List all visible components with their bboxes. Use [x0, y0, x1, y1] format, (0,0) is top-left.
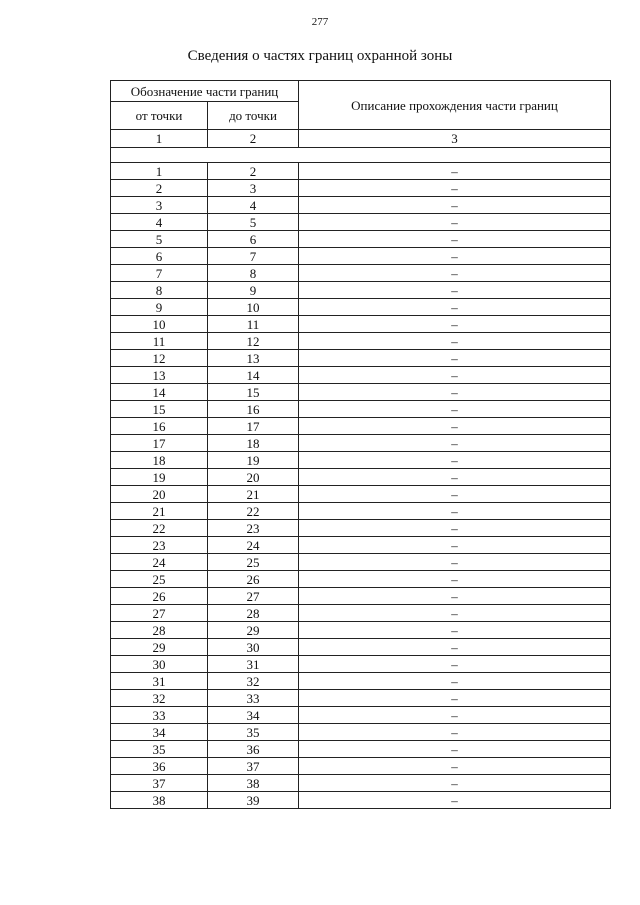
table-row	[111, 469, 611, 486]
table-row	[111, 724, 611, 741]
from-point-cell: 29	[111, 639, 208, 656]
from-point-cell: 28	[111, 622, 208, 639]
to-point-cell: 11	[208, 316, 299, 333]
from-point-cell: 17	[111, 435, 208, 452]
from-point-cell: 35	[111, 741, 208, 758]
table-row	[111, 282, 611, 299]
table-row	[111, 486, 611, 503]
table-row	[111, 265, 611, 282]
column-number-3: 3	[299, 130, 611, 148]
to-point-cell: 6	[208, 231, 299, 248]
description-cell: –	[299, 214, 611, 231]
table-row	[111, 350, 611, 367]
table-row	[111, 367, 611, 384]
to-point-cell: 31	[208, 656, 299, 673]
description-cell: –	[299, 469, 611, 486]
to-point-cell: 4	[208, 197, 299, 214]
to-point-cell: 38	[208, 775, 299, 792]
table-row	[111, 758, 611, 775]
from-point-cell: 3	[111, 197, 208, 214]
table-row	[111, 537, 611, 554]
from-point-cell: 32	[111, 690, 208, 707]
to-point-cell: 15	[208, 384, 299, 401]
description-cell: –	[299, 401, 611, 418]
description-cell: –	[299, 639, 611, 656]
to-point-cell: 14	[208, 367, 299, 384]
table-row	[111, 792, 611, 809]
description-cell: –	[299, 452, 611, 469]
description-cell: –	[299, 571, 611, 588]
to-point-cell: 20	[208, 469, 299, 486]
table-row	[111, 214, 611, 231]
from-point-cell: 26	[111, 588, 208, 605]
description-cell: –	[299, 741, 611, 758]
from-point-cell: 10	[111, 316, 208, 333]
table-row	[111, 231, 611, 248]
to-point-cell: 2	[208, 163, 299, 180]
table-row	[111, 707, 611, 724]
table-row	[111, 435, 611, 452]
from-point-cell: 24	[111, 554, 208, 571]
page-number: 277	[311, 16, 329, 28]
column-number-2: 2	[208, 130, 299, 148]
description-cell: –	[299, 316, 611, 333]
table-row	[111, 384, 611, 401]
description-cell: –	[299, 673, 611, 690]
to-point-cell: 32	[208, 673, 299, 690]
to-point-cell: 29	[208, 622, 299, 639]
description-cell: –	[299, 622, 611, 639]
table-row	[111, 418, 611, 435]
from-point-cell: 7	[111, 265, 208, 282]
to-point-cell: 9	[208, 282, 299, 299]
table-row	[111, 571, 611, 588]
to-point-cell: 5	[208, 214, 299, 231]
from-point-cell: 38	[111, 792, 208, 809]
description-cell: –	[299, 282, 611, 299]
from-point-cell: 25	[111, 571, 208, 588]
from-point-cell: 27	[111, 605, 208, 622]
table-row	[111, 316, 611, 333]
to-point-cell: 12	[208, 333, 299, 350]
group-header: Обозначение части границ	[111, 81, 299, 102]
description-cell: –	[299, 486, 611, 503]
table-row	[111, 452, 611, 469]
to-point-cell: 35	[208, 724, 299, 741]
to-point-cell: 7	[208, 248, 299, 265]
description-cell: –	[299, 333, 611, 350]
to-point-cell: 28	[208, 605, 299, 622]
column-number-row	[111, 130, 611, 148]
from-point-header: от точки	[111, 102, 208, 130]
to-point-cell: 21	[208, 486, 299, 503]
from-point-cell: 11	[111, 333, 208, 350]
description-cell: –	[299, 265, 611, 282]
from-point-cell: 6	[111, 248, 208, 265]
header-row	[111, 81, 611, 102]
table-row	[111, 554, 611, 571]
description-cell: –	[299, 588, 611, 605]
description-cell: –	[299, 792, 611, 809]
from-point-cell: 30	[111, 656, 208, 673]
table-row	[111, 248, 611, 265]
description-cell: –	[299, 418, 611, 435]
from-point-cell: 5	[111, 231, 208, 248]
description-cell: –	[299, 367, 611, 384]
to-point-cell: 30	[208, 639, 299, 656]
table-row	[111, 639, 611, 656]
table-row	[111, 605, 611, 622]
from-point-cell: 15	[111, 401, 208, 418]
table-body	[111, 81, 611, 809]
description-cell: –	[299, 537, 611, 554]
to-point-cell: 10	[208, 299, 299, 316]
from-point-cell: 2	[111, 180, 208, 197]
from-point-cell: 18	[111, 452, 208, 469]
from-point-cell: 16	[111, 418, 208, 435]
to-point-cell: 8	[208, 265, 299, 282]
to-point-cell: 22	[208, 503, 299, 520]
from-point-cell: 1	[111, 163, 208, 180]
table-row	[111, 299, 611, 316]
to-point-cell: 19	[208, 452, 299, 469]
table-row	[111, 690, 611, 707]
to-point-cell: 18	[208, 435, 299, 452]
from-point-cell: 21	[111, 503, 208, 520]
boundary-parts-table	[110, 80, 611, 809]
table-row	[111, 503, 611, 520]
to-point-cell: 34	[208, 707, 299, 724]
description-cell: –	[299, 605, 611, 622]
to-point-cell: 25	[208, 554, 299, 571]
to-point-cell: 3	[208, 180, 299, 197]
blank-row	[111, 148, 611, 163]
to-point-cell: 26	[208, 571, 299, 588]
description-cell: –	[299, 299, 611, 316]
description-cell: –	[299, 520, 611, 537]
to-point-cell: 33	[208, 690, 299, 707]
description-cell: –	[299, 384, 611, 401]
from-point-cell: 31	[111, 673, 208, 690]
description-cell: –	[299, 503, 611, 520]
description-cell: –	[299, 435, 611, 452]
to-point-cell: 17	[208, 418, 299, 435]
table-row	[111, 401, 611, 418]
from-point-cell: 20	[111, 486, 208, 503]
blank-cell	[111, 148, 611, 163]
from-point-cell: 22	[111, 520, 208, 537]
from-point-cell: 19	[111, 469, 208, 486]
table-row	[111, 197, 611, 214]
description-cell: –	[299, 197, 611, 214]
table-row	[111, 588, 611, 605]
from-point-cell: 4	[111, 214, 208, 231]
table-row	[111, 775, 611, 792]
description-cell: –	[299, 758, 611, 775]
table-row	[111, 656, 611, 673]
to-point-cell: 13	[208, 350, 299, 367]
table-row	[111, 622, 611, 639]
description-cell: –	[299, 231, 611, 248]
to-point-cell: 36	[208, 741, 299, 758]
description-cell: –	[299, 350, 611, 367]
description-cell: –	[299, 775, 611, 792]
to-point-cell: 24	[208, 537, 299, 554]
from-point-cell: 37	[111, 775, 208, 792]
description-cell: –	[299, 163, 611, 180]
to-point-cell: 27	[208, 588, 299, 605]
from-point-cell: 12	[111, 350, 208, 367]
table-row	[111, 673, 611, 690]
to-point-cell: 16	[208, 401, 299, 418]
description-cell: –	[299, 248, 611, 265]
from-point-cell: 8	[111, 282, 208, 299]
column-number-1: 1	[111, 130, 208, 148]
from-point-cell: 23	[111, 537, 208, 554]
from-point-cell: 13	[111, 367, 208, 384]
from-point-cell: 36	[111, 758, 208, 775]
table-row	[111, 520, 611, 537]
description-cell: –	[299, 180, 611, 197]
description-header: Описание прохождения части границ	[299, 81, 611, 130]
table-row	[111, 180, 611, 197]
from-point-cell: 34	[111, 724, 208, 741]
description-cell: –	[299, 656, 611, 673]
description-cell: –	[299, 554, 611, 571]
page-title: Сведения о частях границ охранной зоны	[187, 48, 453, 64]
from-point-cell: 14	[111, 384, 208, 401]
to-point-cell: 23	[208, 520, 299, 537]
table-row	[111, 163, 611, 180]
table-row	[111, 741, 611, 758]
from-point-cell: 9	[111, 299, 208, 316]
from-point-cell: 33	[111, 707, 208, 724]
description-cell: –	[299, 690, 611, 707]
table-row	[111, 333, 611, 350]
to-point-header: до точки	[208, 102, 299, 130]
description-cell: –	[299, 707, 611, 724]
to-point-cell: 37	[208, 758, 299, 775]
description-cell: –	[299, 724, 611, 741]
to-point-cell: 39	[208, 792, 299, 809]
